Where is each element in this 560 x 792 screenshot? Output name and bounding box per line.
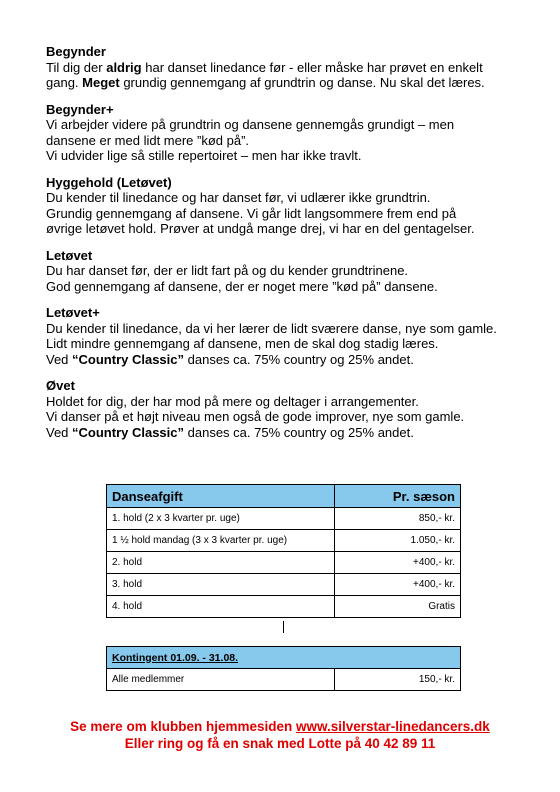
fee-row-price: +400,- kr.: [335, 574, 461, 596]
divider-line: [283, 621, 284, 633]
fee-row-price: +400,- kr.: [335, 552, 461, 574]
section-title: Letøvet+: [46, 305, 100, 320]
membership-table: [106, 646, 461, 691]
section-line: [46, 409, 526, 425]
section: [46, 175, 526, 237]
line-text: God gennemgang af dansene, der er noget mere ”kød på” dansene.: [46, 278, 438, 294]
section-line: [46, 336, 526, 352]
section-line: [46, 221, 526, 237]
line-text: Til dig der: [46, 59, 107, 75]
website-link[interactable]: www.silverstar-linedancers.dk: [295, 719, 490, 734]
emphasis-text: “Country Classic”: [72, 351, 185, 367]
section-title: Begynder+: [46, 101, 114, 117]
class-descriptions: [46, 44, 526, 451]
section: [46, 305, 526, 367]
section-line: [46, 75, 526, 91]
membership-table-header-row: [107, 647, 461, 669]
footer: [0, 718, 560, 752]
footer-prefix: Se mere om klubben hjemmesiden: [70, 719, 296, 734]
fee-table-row: [107, 552, 461, 574]
membership-row-label: Alle medlemmer: [107, 669, 335, 691]
section: [46, 44, 526, 91]
membership-table-row: [107, 669, 461, 691]
section-line: [46, 279, 526, 295]
line-text: Lidt mindre gennemgang af dansene, men de skal dog stadig læres.: [46, 336, 439, 351]
section: [46, 378, 526, 440]
line-text: Grundig gennemgang af dansene. Vi går lidt langsommere frem end på: [46, 205, 457, 221]
line-text: Vi danser på et højt niveau men også de gode improver, nye som gamle.: [46, 409, 465, 424]
emphasis-text: Meget: [82, 75, 120, 90]
line-text: danses ca. 75% country og 25% andet.: [184, 424, 414, 440]
section-line: [46, 190, 526, 206]
line-text: Ved: [46, 424, 73, 440]
section-line: [46, 206, 526, 222]
line-text: øvrige letøvet hold. Prøver at undgå mange drej, vi har en del gentagelser.: [46, 221, 475, 236]
footer-line-2: Eller ring og få en snak med Lotte på 40 42 89 11: [124, 736, 436, 751]
section-line: [46, 394, 526, 410]
line-text: dansene er med lidt mere ”kød på”.: [46, 132, 250, 148]
line-text: Vi arbejder videre på grundtrin og dansene gennemgås grundigt – men: [46, 117, 455, 132]
fee-row-label: 2. hold: [107, 552, 335, 574]
fee-table-header-row: [107, 485, 461, 508]
section-title: Begynder: [46, 44, 106, 59]
section-line: [46, 321, 526, 337]
section-line: [46, 133, 526, 149]
emphasis-text: “Country Classic”: [72, 424, 185, 440]
line-text: Du kender til linedance og har danset før, vi udlærer ikke grundtrin.: [46, 190, 431, 205]
fee-table-row: [107, 530, 461, 552]
fee-row-label: 1 ½ hold mandag (3 x 3 kvarter pr. uge): [107, 530, 335, 552]
section-title: Øvet: [46, 378, 75, 393]
line-text: Vi udvider lige så stille repertoiret – men har ikke travlt.: [46, 148, 362, 163]
section-line: [46, 352, 526, 368]
fee-table-row: [107, 508, 461, 530]
fee-table-row: [107, 574, 461, 596]
section-line: [46, 425, 526, 441]
membership-table-header: Kontingent 01.09. - 31.08.: [107, 647, 461, 669]
section-line: [46, 117, 526, 133]
fee-table-row: [107, 596, 461, 618]
line-text: danses ca. 75% country og 25% andet.: [184, 351, 414, 367]
emphasis-text: aldrig: [106, 59, 142, 75]
line-text: Du har danset før, der er lidt fart på og du kender grundtrinene.: [46, 263, 409, 278]
fee-row-price: 850,- kr.: [335, 508, 461, 530]
line-text: Du kender til linedance, da vi her lærer de lidt sværere danse, nye som gamle.: [46, 320, 497, 336]
fee-row-price: 1.050,- kr.: [335, 530, 461, 552]
line-text: grundig gennemgang af grundtrin og danse. Nu skal det læres.: [119, 75, 485, 90]
membership-row-price: 150,- kr.: [335, 669, 461, 691]
fee-row-label: 3. hold: [107, 574, 335, 596]
fee-row-price: Gratis: [335, 596, 461, 618]
section-line: [46, 263, 526, 279]
fee-row-label: 4. hold: [107, 596, 335, 618]
fee-table: [106, 484, 461, 618]
line-text: Ved: [46, 351, 73, 367]
fee-table-header-label: Danseafgift: [107, 485, 335, 508]
section-title: Letøvet: [46, 247, 93, 263]
line-text: gang.: [46, 75, 83, 90]
fee-table-header-price: Pr. sæson: [335, 485, 461, 508]
line-text: har danset linedance før - eller måske har prøvet en enkelt: [141, 59, 483, 75]
section: [46, 102, 526, 164]
section-line: [46, 60, 526, 76]
footer-line-1: [0, 718, 560, 735]
section-line: [46, 148, 526, 164]
fee-row-label: 1. hold (2 x 3 kvarter pr. uge): [107, 508, 335, 530]
section-title: Hyggehold (Letøvet): [46, 174, 172, 190]
section: [46, 248, 526, 295]
line-text: Holdet for dig, der har mod på mere og deltager i arrangementer.: [46, 393, 419, 409]
